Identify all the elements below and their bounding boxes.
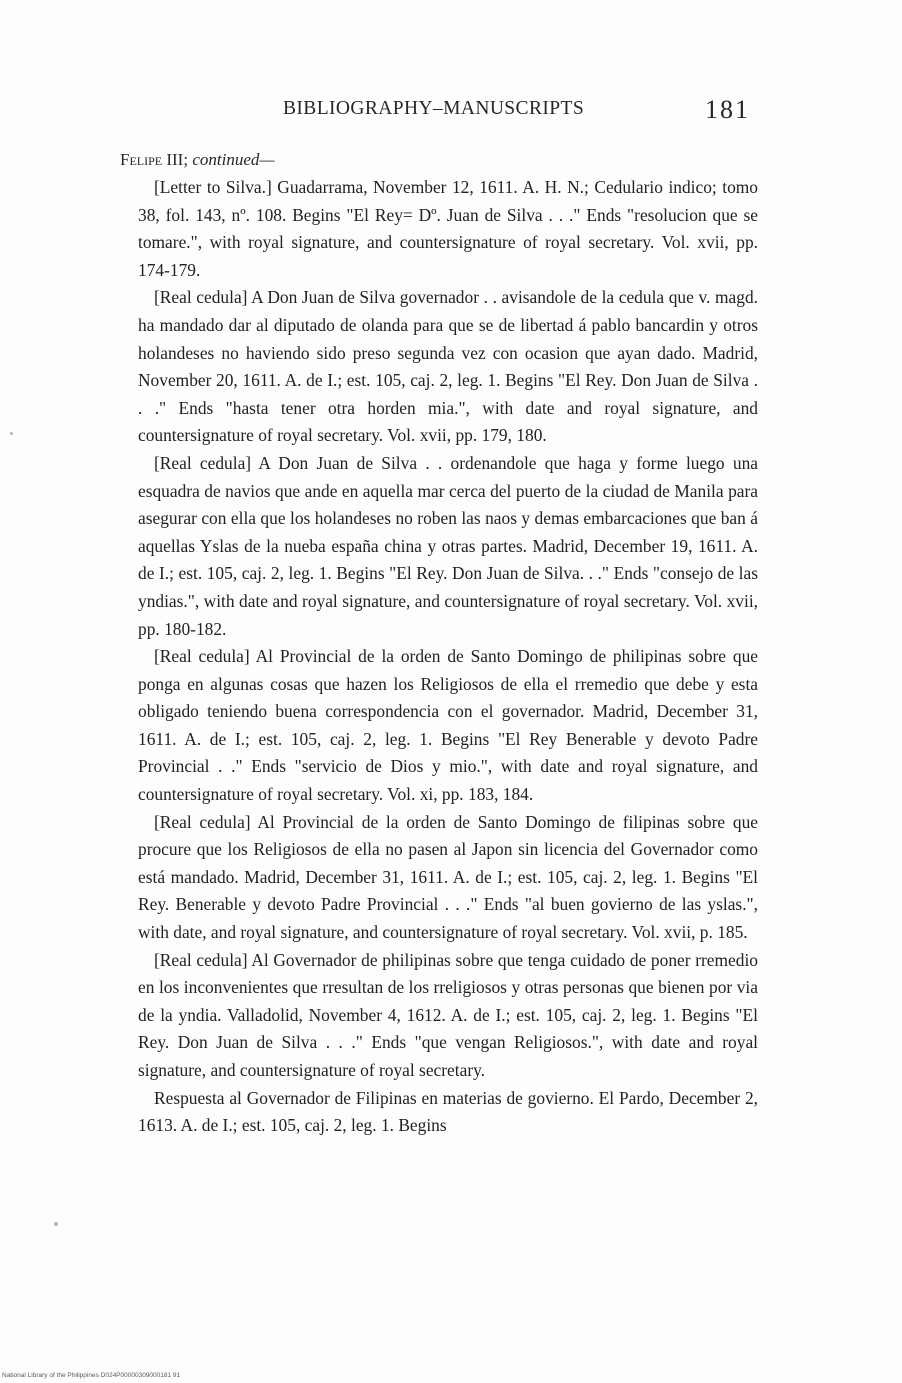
bibliography-entries bbox=[138, 174, 758, 1140]
bibliography-entry: [Real cedula] Al Provincial de la orden de Santo Domingo de filipinas sobre que procure que los Religiosos de ella no pasen al Japon sin licencia del Governador como está mandado. Madrid, December 31, 1611. A. de I.; est. 105, caj. 2, leg. 1. Begins "El Rey. Benerable y devoto Padre Provincial . . ." Ends "al buen govierno de las yslas.", with date, and royal signature, and countersignature of royal secretary. Vol. xvii, p. 185. bbox=[138, 811, 758, 943]
bibliography-entry: [Real cedula] Al Governador de philipinas sobre que tenga cuidado de poner rremedio en los inconvenientes que rresultan de los rreligiosos y otras personas que bienen por via de la yndia. Valladolid, November 4, 1612. A. de I.; est. 105, caj. 2, leg. 1. Begins "El Rey. Don Juan de Silva . . ." Ends "que vengan Religiosos.", with date and royal signature, and countersignature of royal secretary. bbox=[138, 949, 758, 1080]
section-heading bbox=[120, 150, 274, 170]
scan-speck bbox=[10, 432, 13, 435]
running-title: BIBLIOGRAPHY–MANUSCRIPTS bbox=[283, 98, 585, 119]
scan-speck bbox=[54, 1222, 58, 1226]
scan-credit: National Library of the Philippines D024P00000309000181 91 bbox=[2, 1372, 181, 1379]
bibliography-entry: [Letter to Silva.] Guadarrama, November 12, 1611. A. H. N.; Cedulario indico; tomo 38, fol. 143, nº. 108. Begins "El Rey= Dº. Juan de Silva . . ." Ends "resolucion que se tomare.", with royal signature, and countersignature of royal secretary. Vol. xvii, pp. 174-179. bbox=[138, 177, 758, 280]
running-head bbox=[140, 95, 760, 128]
page-number: 181 bbox=[705, 95, 750, 124]
continued-label: continued— bbox=[192, 150, 275, 169]
ruler-name: Felipe III; bbox=[120, 150, 189, 169]
bibliography-entry: [Real cedula] A Don Juan de Silva . . ordenandole que haga y forme luego una esquadra de navios que ande en aquella mar cerca del puerto de la ciudad de Manila para asegurar con ella que los holandeses no roben las naos y demas embarcaciones que ban á aquellas Yslas de la nueba españa china y otras partes. Madrid, December 19, 1611. A. de I.; est. 105, caj. 2, leg. 1. Begins "El Rey. Don Juan de Silva. . ." Ends "consejo de las yndias.", with date and royal signature, and countersignature of royal secretary. Vol. xvii, pp. 180-182. bbox=[138, 452, 758, 639]
bibliography-entry: Respuesta al Governador de Filipinas en materias de govierno. El Pardo, December 2, 1613. A. de I.; est. 105, caj. 2, leg. 1. Begins bbox=[138, 1087, 758, 1136]
bibliography-entry: [Real cedula] Al Provincial de la orden de Santo Domingo de philipinas sobre que ponga en algunas cosas que hazen los Religiosos de ella el rremedio que debe y esta obligado teniendo buena correspondencia con el governador. Madrid, December 31, 1611. A. de I.; est. 105, caj. 2, leg. 1. Begins "El Rey Benerable y devoto Padre Provincial . ." Ends "servicio de Dios y mio.", with date and royal signature, and countersignature of royal secretary. Vol. xi, pp. 183, 184. bbox=[138, 646, 758, 805]
bibliography-entry: [Real cedula] A Don Juan de Silva governador . . avisandole de la cedula que v. magd. ha mandado dar al diputado de olanda para que se de libertad á pablo bancardin y otros holandeses no haviendo sido preso segunda vez con ocasion que ayan dado. Madrid, November 20, 1611. A. de I.; est. 105, caj. 2, leg. 1. Begins "El Rey. Don Juan de Silva . . ." Ends "hasta tener otra horden mia.", with date and royal signature, and countersignature of royal secretary. Vol. xvii, pp. 179, 180. bbox=[138, 287, 758, 446]
